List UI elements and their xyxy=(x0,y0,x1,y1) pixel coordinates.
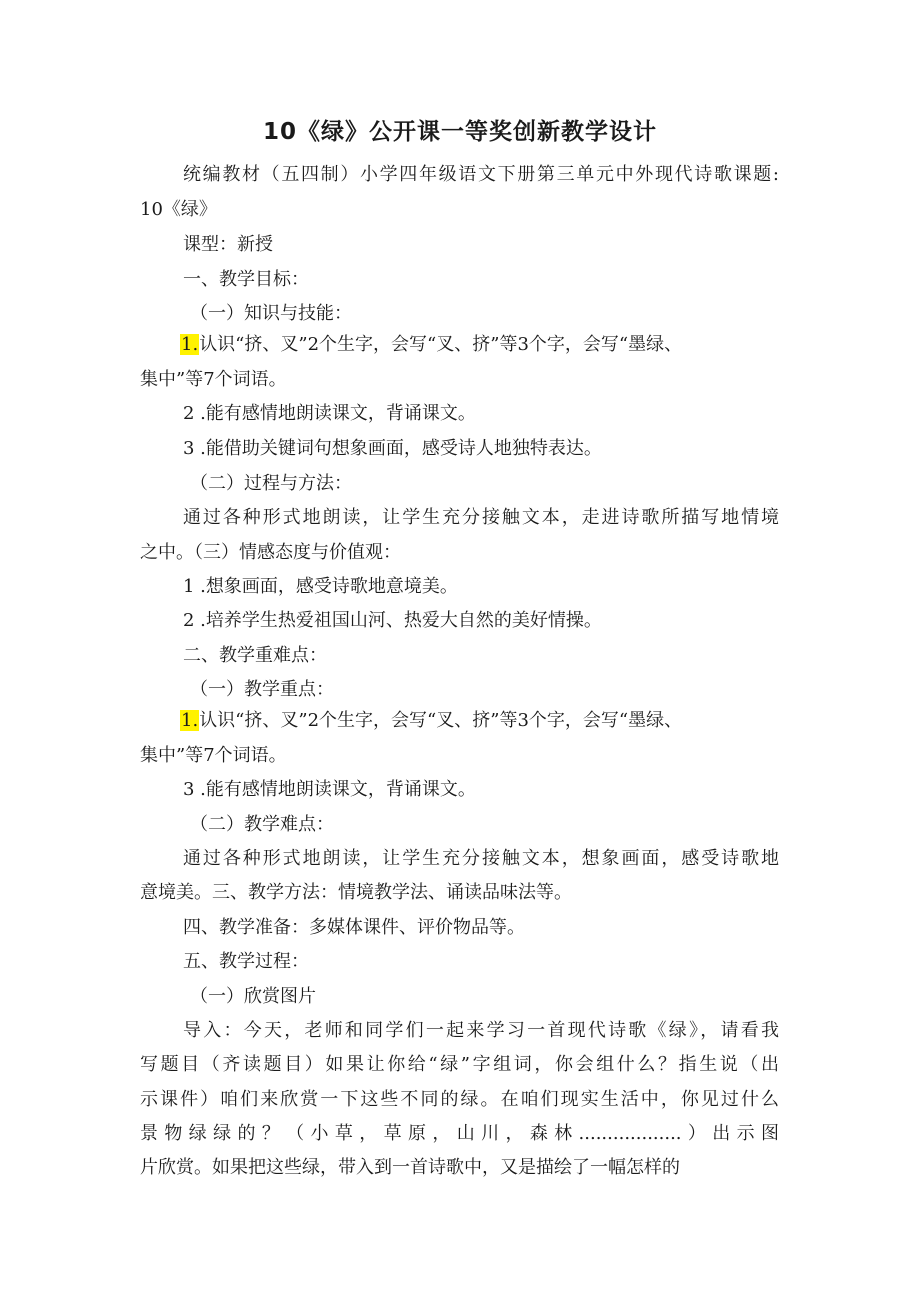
objective-item-1-text: 认识“挤、叉”2个生字，会写“叉、挤”等3个字，会写“墨绿、 xyxy=(199,334,683,355)
emotion-item-1: 1 .想象画面，感受诗歌地意境美。 xyxy=(183,576,458,597)
key-item-3: 3 .能有感情地朗读课文，背诵课文。 xyxy=(183,779,476,800)
section-heading-objectives: 一、教学目标： xyxy=(183,269,309,290)
key-item-1-cont: 集中”等7个词语。 xyxy=(140,745,287,766)
objective-item-1-cont: 集中”等7个词语。 xyxy=(140,369,287,390)
lesson-type: 课型：新授 xyxy=(183,234,273,255)
subheading-knowledge: （一）知识与技能： xyxy=(190,303,352,324)
section-heading-process: 五、教学过程： xyxy=(183,951,309,972)
objective-item-3: 3 .能借助关键词句想象画面，感受诗人地独特表达。 xyxy=(183,438,602,459)
objective-item-2: 2 .能有感情地朗读课文，背诵课文。 xyxy=(183,403,476,424)
emotion-item-2: 2 .培养学生热爱祖国山河、热爱大自然的美好情操。 xyxy=(183,610,602,631)
section-prep: 四、教学准备：多媒体课件、评价物品等。 xyxy=(183,917,525,938)
key-item-1-text: 认识“挤、叉”2个生字，会写“叉、挤”等3个字，会写“墨绿、 xyxy=(199,710,683,731)
highlighted-number: 1. xyxy=(181,334,199,355)
subheading-process: （二）过程与方法： xyxy=(190,473,352,494)
subheading-pictures: （一）欣赏图片 xyxy=(190,986,316,1007)
process-text-1: 通过各种形式地朗读，让学生充分接触文本，走进诗歌所描写地情境 xyxy=(183,507,779,528)
page-title: 10《绿》公开课一等奖创新教学设计 xyxy=(262,119,657,145)
key-item-1 xyxy=(180,709,682,733)
body-paragraph-line: 导入：今天，老师和同学们一起来学习一首现代诗歌《绿》，请看我 xyxy=(183,1020,779,1041)
subheading-key: （一）教学重点： xyxy=(190,679,334,700)
intro-line-2: 10《绿》 xyxy=(140,199,217,220)
difficulty-text-1: 通过各种形式地朗读，让学生充分接触文本，想象画面，感受诗歌地 xyxy=(183,848,779,869)
highlighted-number: 1. xyxy=(181,710,199,731)
difficulty-text-2: 意境美。三、教学方法：情境教学法、诵读品味法等。 xyxy=(140,882,572,903)
objective-item-1 xyxy=(180,333,682,357)
body-paragraph-line: 示课件）咱们来欣赏一下这些不同的绿。在咱们现实生活中，你见过什么 xyxy=(140,1089,779,1110)
subheading-difficulty: （二）教学难点： xyxy=(190,814,334,835)
process-text-2: 之中。（三）情感态度与价值观： xyxy=(140,542,401,563)
body-paragraph-line: 写题目（齐读题目）如果让你给“绿”字组词，你会组什么？指生说（出 xyxy=(140,1054,779,1075)
section-heading-keypoints: 二、教学重难点： xyxy=(183,645,327,666)
body-paragraph-line: 景物绿绿的？（小草，草原，山川，森林..................）出示图 xyxy=(140,1123,779,1144)
body-paragraph-line: 片欣赏。如果把这些绿，带入到一首诗歌中，又是描绘了一幅怎样的 xyxy=(140,1157,680,1178)
intro-line-1: 统编教材（五四制）小学四年级语文下册第三单元中外现代诗歌课题: xyxy=(183,164,779,185)
